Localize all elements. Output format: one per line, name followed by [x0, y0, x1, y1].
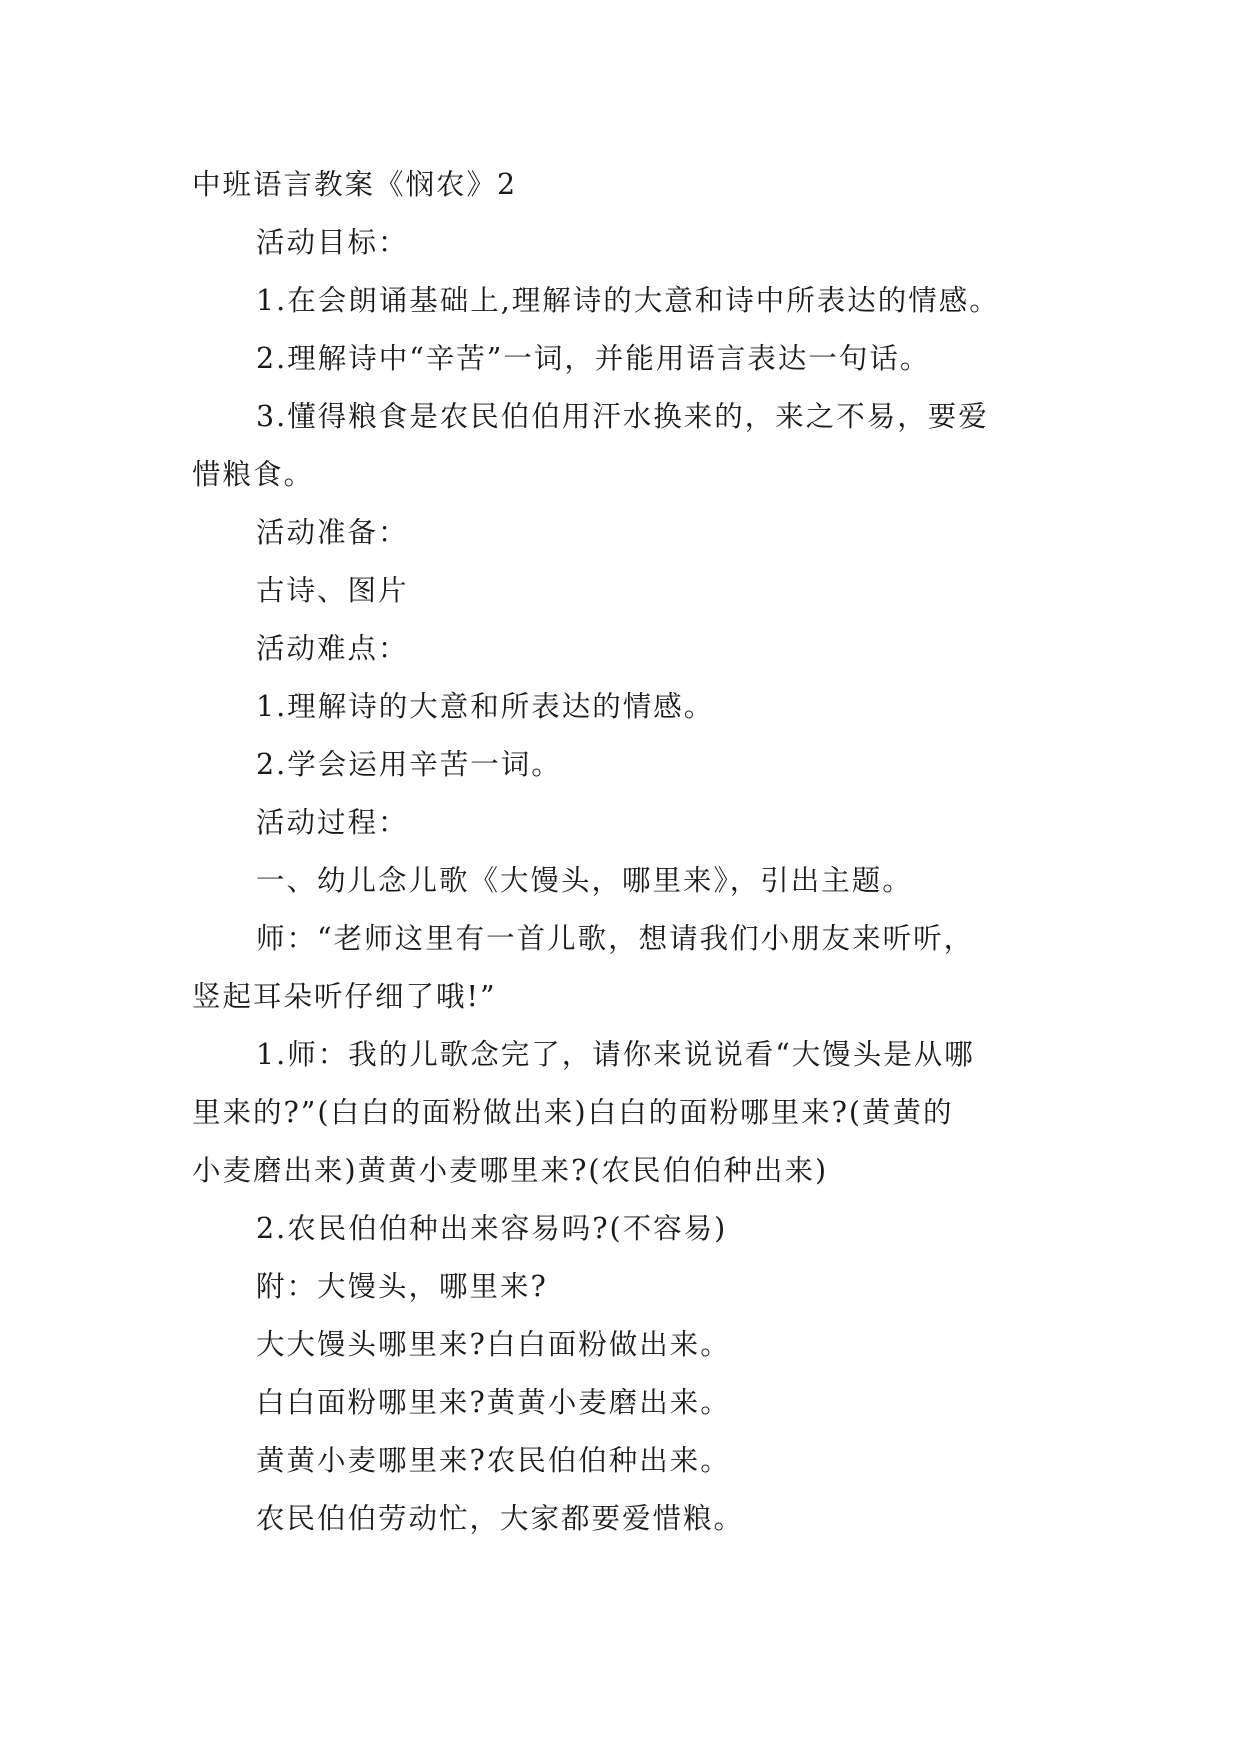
difficulty-item-2: 2.学会运用辛苦一词。 [256, 748, 562, 781]
process-question-2: 2.农民伯伯种出来容易吗?(不容易) [256, 1212, 728, 1245]
heading-activity-difficulties: 活动难点： [256, 632, 409, 665]
process-question-1-continued-b: 小麦磨出来)黄黄小麦哪里来?(农民伯伯种出来) [192, 1154, 829, 1187]
process-step-1: 一、幼儿念儿歌《大馒头，哪里来》，引出主题。 [256, 864, 913, 897]
goal-item-1: 1.在会朗诵基础上,理解诗的大意和诗中所表达的情感。 [256, 284, 1000, 317]
process-question-1: 1.师：我的儿歌念完了，请你来说说看“大馒头是从哪 [256, 1038, 975, 1071]
rhyme-line-2: 白白面粉哪里来?黄黄小麦磨出来。 [256, 1386, 731, 1419]
teacher-quote: 师：“老师这里有一首儿歌，想请我们小朋友来听听， [256, 922, 975, 955]
difficulty-item-1: 1.理解诗的大意和所表达的情感。 [256, 690, 715, 723]
heading-activity-preparation: 活动准备： [256, 516, 409, 549]
document-body [192, 156, 1072, 1548]
document-title: 中班语言教案《悯农》2 [192, 168, 518, 201]
goal-item-3-continued: 惜粮食。 [192, 458, 315, 491]
process-question-1-continued-a: 里来的?”(白白的面粉做出来)白白的面粉哪里来?(黄黄的 [192, 1096, 954, 1129]
goal-item-2: 2.理解诗中“辛苦”一词，并能用语言表达一句话。 [256, 342, 931, 375]
heading-activity-process: 活动过程： [256, 806, 409, 839]
goal-item-3: 3.懂得粮食是农民伯伯用汗水换来的，来之不易，要爱 [256, 400, 989, 433]
rhyme-line-4: 农民伯伯劳动忙，大家都要爱惜粮。 [256, 1502, 745, 1535]
rhyme-line-3: 黄黄小麦哪里来?农民伯伯种出来。 [256, 1444, 731, 1477]
preparation-text: 古诗、图片 [256, 574, 409, 607]
heading-activity-goals: 活动目标： [256, 226, 409, 259]
rhyme-line-1: 大大馒头哪里来?白白面粉做出来。 [256, 1328, 731, 1361]
teacher-quote-continued: 竖起耳朵听仔细了哦!” [192, 980, 497, 1013]
appendix-title: 附：大馒头，哪里来? [256, 1270, 548, 1303]
